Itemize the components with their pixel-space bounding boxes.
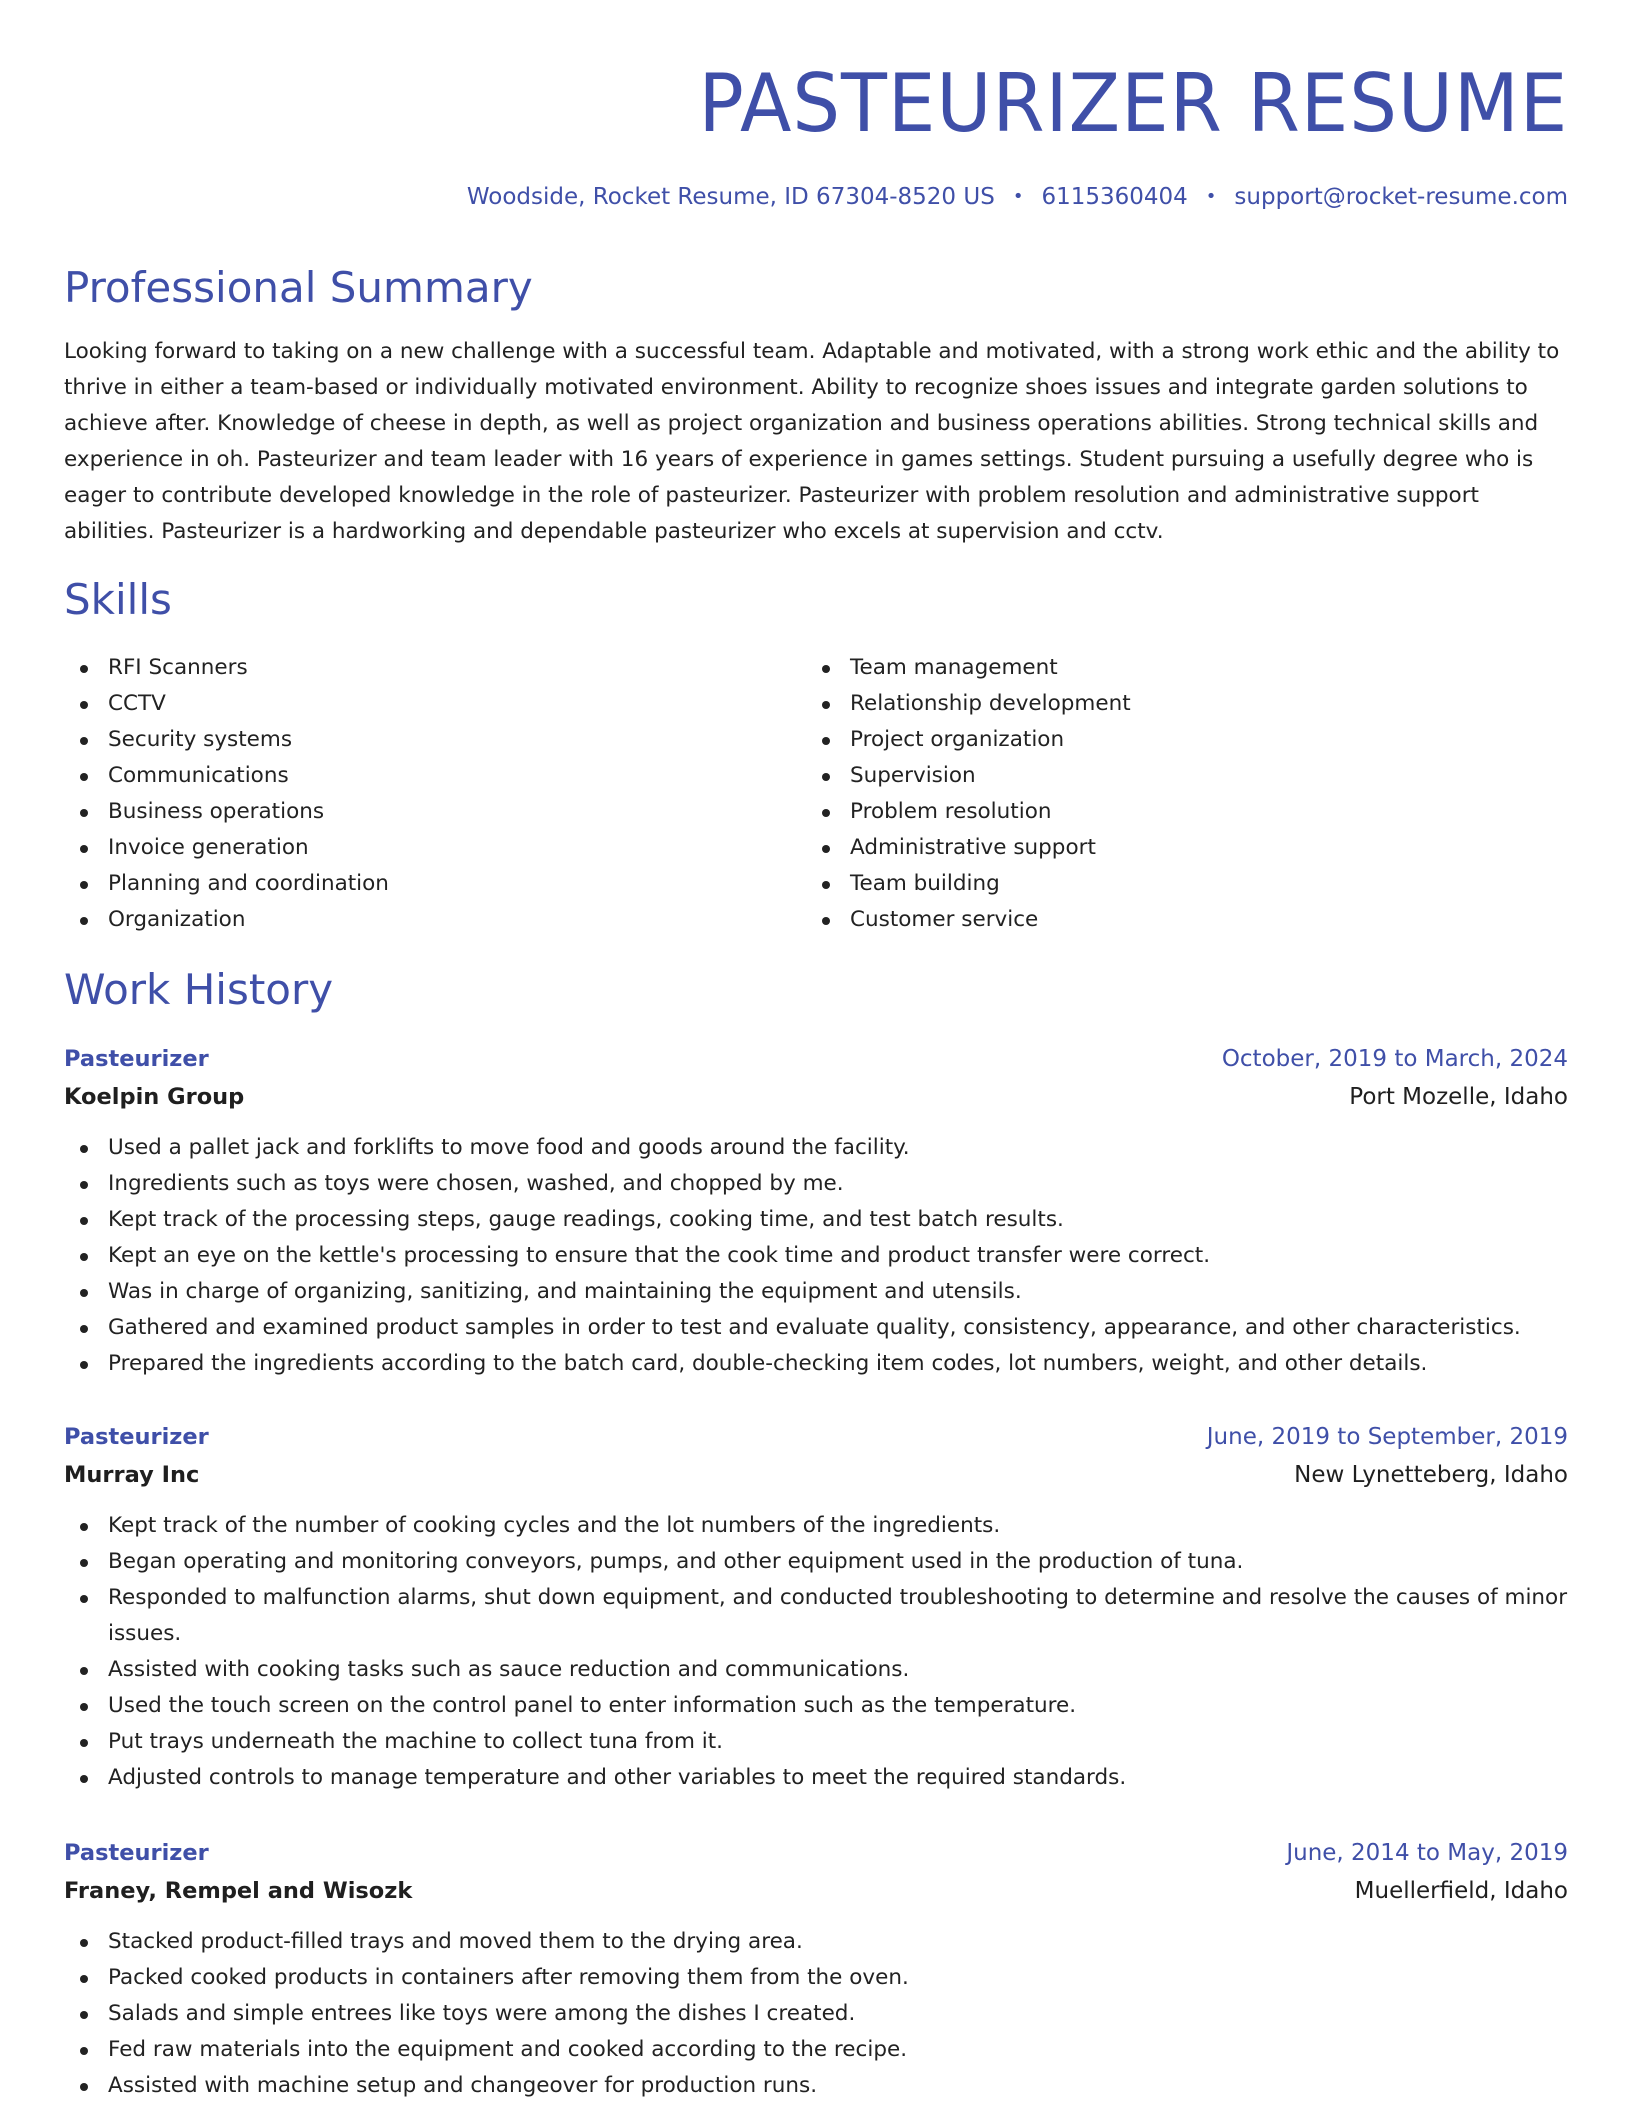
job-duty: Assisted with machine setup and changeover for production runs. [64,2068,1568,2104]
job-location: Port Mozelle, Idaho [1349,1084,1568,1110]
job-dates: October, 2019 to March, 2024 [1221,1046,1568,1072]
skill-item: Administrative support [806,830,1131,866]
resume-title: PASTEURIZER RESUME [698,57,1568,150]
job-duties [64,1924,1568,2104]
skill-item: CCTV [64,686,389,722]
job-duty: Salads and simple entrees like toys were among the dishes I created. [64,1996,1568,2032]
job-duty: Put trays underneath the machine to collect tuna from it. [64,1724,1568,1760]
job-duty: Kept track of the number of cooking cycles and the lot numbers of the ingredients. [64,1508,1568,1544]
skill-item: Project organization [806,722,1131,758]
job-title: Pasteurizer [64,1046,209,1072]
skill-item: Security systems [64,722,389,758]
job-duty: Gathered and examined product samples in order to test and evaluate quality, consistency, appearance, and other characteristics. [64,1310,1568,1346]
skill-item: Relationship development [806,686,1131,722]
job-title: Pasteurizer [64,1840,209,1866]
job-duty: Responded to malfunction alarms, shut down equipment, and conducted troubleshooting to determine and resolve the causes of minor issues. [64,1580,1568,1652]
job-entry [64,1834,1568,2104]
skill-item: Problem resolution [806,794,1131,830]
job-duties [64,1130,1568,1382]
job-title: Pasteurizer [64,1424,209,1450]
job-duty: Began operating and monitoring conveyors, pumps, and other equipment used in the production of tuna. [64,1544,1568,1580]
skill-item: Business operations [64,794,389,830]
job-company: Franey, Rempel and Wisozk [64,1878,413,1904]
contact-phone: 6115360404 [1041,184,1188,210]
job-duty: Adjusted controls to manage temperature and other variables to meet the required standards. [64,1760,1568,1796]
job-duty: Kept track of the processing steps, gauge readings, cooking time, and test batch results. [64,1202,1568,1238]
job-dates: June, 2019 to September, 2019 [1206,1424,1568,1450]
job-company-row [64,1456,1568,1494]
skill-item: Communications [64,758,389,794]
job-duty: Ingredients such as toys were chosen, washed, and chopped by me. [64,1166,1568,1202]
skills-column-right [806,650,1131,938]
job-entry [64,1418,1568,1796]
job-duties [64,1508,1568,1796]
skills-column-left [64,650,389,938]
job-duty: Stacked product-filled trays and moved them to the drying area. [64,1924,1568,1960]
job-duty: Prepared the ingredients according to the batch card, double-checking item codes, lot numbers, weight, and other details. [64,1346,1568,1382]
contact-separator: • [1012,186,1024,207]
summary-heading: Professional Summary [64,263,533,312]
contact-separator: • [1205,186,1217,207]
skill-item: Invoice generation [64,830,389,866]
job-dates: June, 2014 to May, 2019 [1286,1840,1568,1866]
job-location: Muellerfield, Idaho [1354,1878,1568,1904]
contact-line [467,180,1568,214]
job-duty: Used a pallet jack and forklifts to move food and goods around the facility. [64,1130,1568,1166]
job-duty: Used the touch screen on the control panel to enter information such as the temperature. [64,1688,1568,1724]
work-history-heading: Work History [64,965,334,1014]
job-title-row [64,1040,1568,1078]
contact-address: Woodside, Rocket Resume, ID 67304-8520 US [466,184,995,210]
job-duty: Fed raw materials into the equipment and cooked according to the recipe. [64,2032,1568,2068]
contact-email[interactable]: support@rocket-resume.com [1234,184,1568,210]
skill-item: Team management [806,650,1131,686]
job-company: Murray Inc [64,1462,200,1488]
job-company-row [64,1078,1568,1116]
job-duty: Assisted with cooking tasks such as sauce reduction and communications. [64,1652,1568,1688]
job-title-row [64,1418,1568,1456]
job-title-row [64,1834,1568,1872]
job-entry [64,1040,1568,1382]
skill-item: Supervision [806,758,1131,794]
skill-item: Planning and coordination [64,866,389,902]
skill-item: Customer service [806,902,1131,938]
job-duty: Packed cooked products in containers after removing them from the oven. [64,1960,1568,1996]
job-company-row [64,1872,1568,1910]
job-location: New Lynetteberg, Idaho [1294,1462,1568,1488]
skill-item: Organization [64,902,389,938]
skill-item: Team building [806,866,1131,902]
skill-item: RFI Scanners [64,650,389,686]
summary-text: Looking forward to taking on a new challenge with a successful team. Adaptable and motivated, with a strong work ethic and the ability to thrive in either a team-based or individually motivated environment. Ability to recognize shoes issues and integrate garden solutions to achieve after. Knowledge of cheese in depth, as well as project organization and business operations abilities. Strong technical skills and experience in oh. Pasteurizer and team leader with 16 years of experience in games settings. Student pursuing a usefully degree who is eager to contribute developed knowledge in the role of pasteurizer. Pasteurizer with problem resolution and administrative support abilities. Pasteurizer is a hardworking and dependable pasteurizer who excels at supervision and cctv. [64,339,1560,544]
job-duty: Kept an eye on the kettle's processing to ensure that the cook time and product transfer were correct. [64,1238,1568,1274]
job-company: Koelpin Group [64,1084,245,1110]
job-duty: Was in charge of organizing, sanitizing, and maintaining the equipment and utensils. [64,1274,1568,1310]
skills-heading: Skills [64,575,172,624]
